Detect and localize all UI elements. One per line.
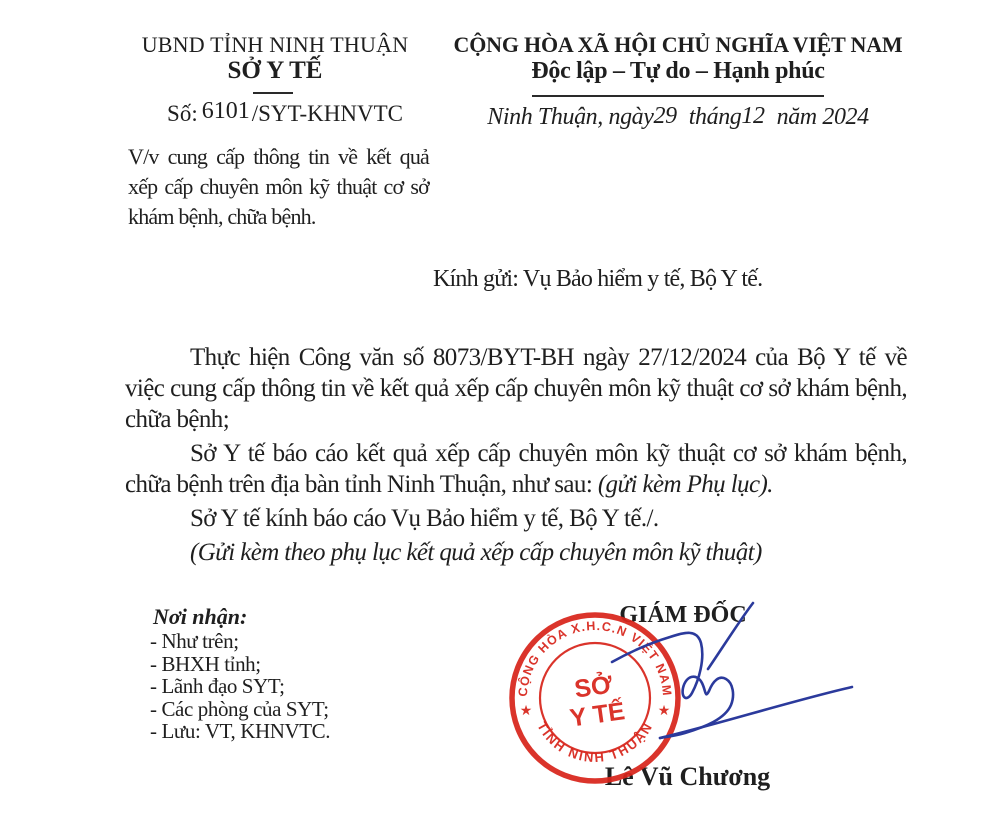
org-underline [253, 92, 293, 94]
paragraph-2-attachment-note: (gửi kèm Phụ lục). [597, 471, 773, 498]
document-subject: V/v cung cấp thông tin về kết quả xếp cấp chuyên môn kỹ thuật cơ sở khám bệnh, chữa bệnh. [128, 144, 429, 229]
place-date-line [448, 104, 908, 131]
paragraph-1: Thực hiện Công văn số 8073/BYT-BH ngày 27/12/2024 của Bộ Y tế về việc cung cấp thông tin về kết quả xếp cấp chuyên môn kỹ thuật cơ sở khám bệnh, chữa bệnh; [125, 344, 907, 433]
recipients-label: Nơi nhận: [153, 604, 248, 629]
national-motto: Độc lập – Tự do – Hạnh phúc [531, 58, 825, 84]
issuing-authority-name: SỞ Y TẾ [227, 57, 323, 84]
document-number [120, 98, 450, 128]
seal-top-text: CỘNG HÒA X.H.C.N VIỆT NAM [515, 618, 675, 698]
motto-underline [532, 95, 824, 97]
date-prefix: Ninh Thuận, ngày [487, 104, 654, 130]
body-text [125, 342, 907, 571]
seal-star-right-icon: ★ [657, 702, 671, 718]
paragraph-2-text: Sở Y tế báo cáo kết quả xếp cấp chuyên môn kỹ thuật cơ sở khám bệnh, chữa bệnh trên địa bàn tỉnh Ninh Thuận, như sau: [125, 440, 907, 498]
date-day: 29 [653, 103, 677, 129]
recipients-list [150, 630, 330, 743]
recipient-item: - Lưu: VT, KHNVTC. [150, 719, 331, 743]
recipient-item: - Các phòng của SYT; [150, 696, 329, 721]
signer-name: Lê Vũ Chương [604, 762, 771, 791]
recipient-item: - Như trên; [150, 629, 239, 653]
issuing-authority-parent: UBND TỈNH NINH THUẬN [141, 32, 409, 57]
signature-stroke [657, 687, 852, 738]
document-number-value: 6101 [201, 98, 250, 124]
handwritten-signature [495, 595, 885, 770]
national-title: CỘNG HÒA XÃ HỘI CHỦ NGHĨA VIỆT NAM [453, 32, 903, 57]
seal-center-line1: SỞ [572, 670, 615, 704]
document-number-label: Số: [167, 101, 198, 126]
seal-bottom-text: TỈNH NINH THUẬN [534, 719, 656, 766]
signature-stroke [708, 603, 753, 669]
recipient-item: - Lãnh đạo SYT; [150, 674, 285, 698]
signature-stroke [612, 633, 733, 738]
signer-title: GIÁM ĐỐC [619, 602, 747, 628]
recipient-item: - BHXH tỉnh; [150, 651, 261, 676]
document-number-suffix: /SYT-KHNVTC [251, 101, 403, 126]
date-month-label: tháng [688, 104, 742, 130]
seal-star-left-icon: ★ [519, 702, 533, 718]
seal-center-line2: Y TẾ [568, 697, 627, 733]
salutation: Kính gửi: Vụ Bảo hiểm y tế, Bộ Y tế. [433, 266, 763, 292]
date-month: 12 [741, 103, 765, 129]
paragraph-4-attachment-note: (Gửi kèm theo phụ lục kết quả xếp cấp chuyên môn kỹ thuật) [190, 539, 762, 566]
paragraph-3: Sở Y tế kính báo cáo Vụ Bảo hiểm y tế, Bộ Y tế./. [190, 505, 659, 532]
paragraph-2 [125, 438, 907, 500]
date-year: năm 2024 [776, 104, 869, 130]
